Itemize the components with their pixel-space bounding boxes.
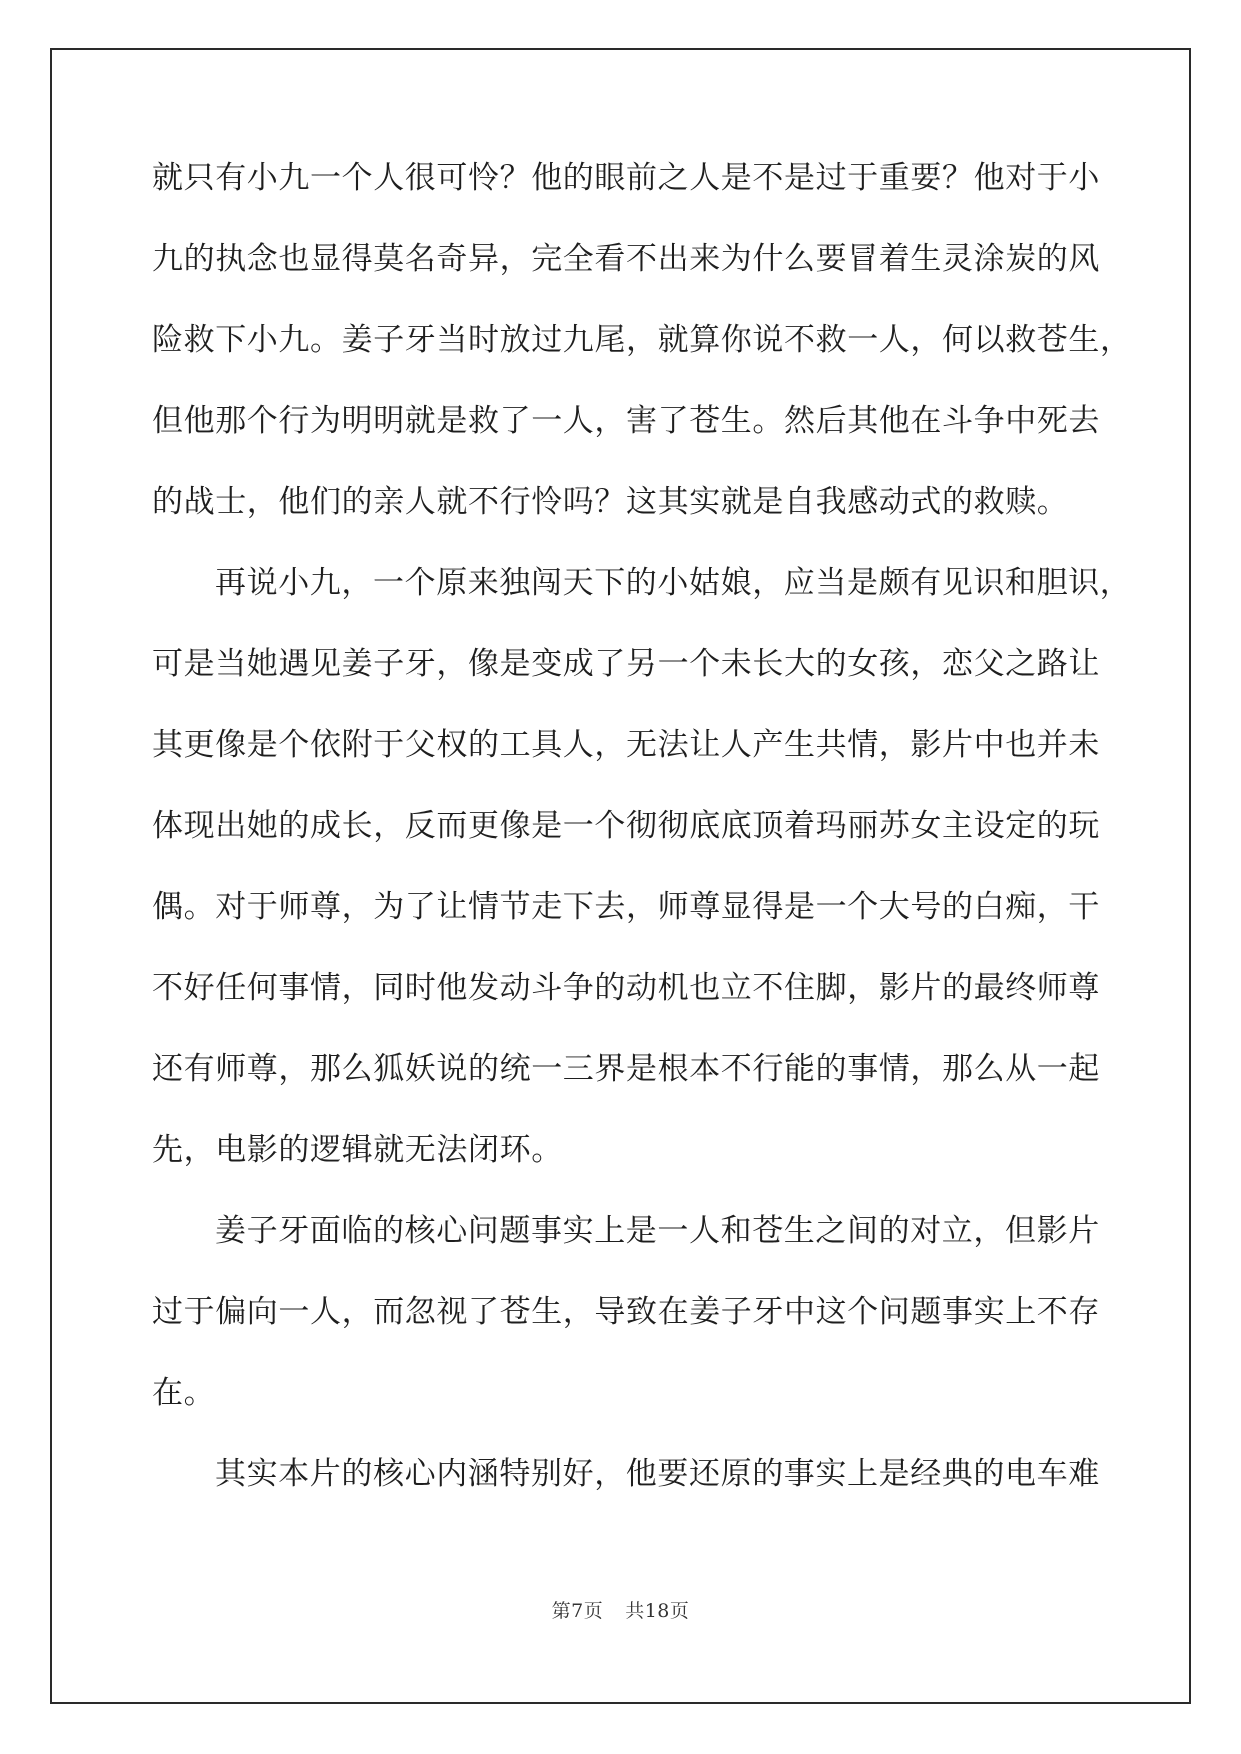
- text-line: 先，电影的逻辑就无法闭环。: [152, 1132, 563, 1168]
- paragraph-start-line: 姜子牙面临的核心问题事实上是一人和苍生之间的对立，但影片: [215, 1213, 1100, 1249]
- text-line: 不好任何事情，同时他发动斗争的动机也立不住脚，影片的最终师尊: [152, 970, 1100, 1006]
- page-footer: [0, 1596, 1241, 1623]
- text-line: 可是当她遇见姜子牙，像是变成了另一个未长大的女孩，恋父之路让: [152, 646, 1100, 682]
- paragraph-start-line: 再说小九，一个原来独闯天下的小姑娘，应当是颇有见识和胆识，: [215, 565, 1132, 601]
- document-body: [152, 158, 1132, 1535]
- text-line: 九的执念也显得莫名奇异，完全看不出来为什么要冒着生灵涂炭的风: [152, 241, 1100, 277]
- text-line: 在。: [152, 1375, 216, 1411]
- text-line: 偶。对于师尊，为了让情节走下去，师尊显得是一个大号的白痴，干: [152, 889, 1100, 925]
- text-line: 的战士，他们的亲人就不行怜吗？这其实就是自我感动式的救赎。: [152, 484, 1069, 520]
- page-total: 共18页: [625, 1600, 690, 1622]
- paragraph-start-line: 其实本片的核心内涵特别好，他要还原的事实上是经典的电车难: [215, 1456, 1100, 1492]
- text-line: 但他那个行为明明就是救了一人，害了苍生。然后其他在斗争中死去: [152, 403, 1100, 439]
- text-line: 就只有小九一个人很可怜？他的眼前之人是不是过于重要？他对于小: [152, 160, 1100, 196]
- text-line: 体现出她的成长，反而更像是一个彻彻底底顶着玛丽苏女主设定的玩: [152, 808, 1100, 844]
- text-line: 险救下小九。姜子牙当时放过九尾，就算你说不救一人，何以救苍生，: [152, 322, 1132, 358]
- page-number: 第7页: [551, 1600, 604, 1622]
- text-line: 其更像是个依附于父权的工具人，无法让人产生共情，影片中也并未: [152, 727, 1100, 763]
- text-line: 还有师尊，那么狐妖说的统一三界是根本不行能的事情，那么从一起: [152, 1051, 1100, 1087]
- text-line: 过于偏向一人，而忽视了苍生，导致在姜子牙中这个问题事实上不存: [152, 1294, 1100, 1330]
